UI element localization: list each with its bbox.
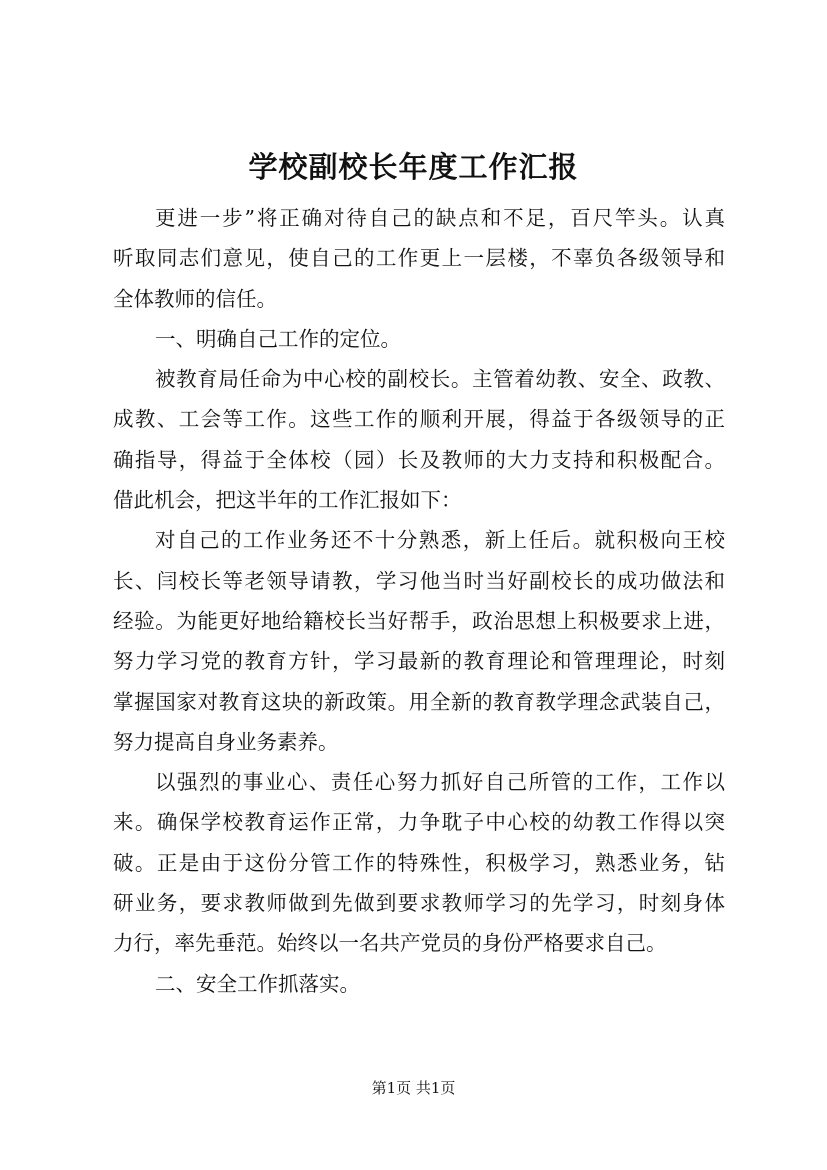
body-line: 掌握国家对教育这块的新政策。用全新的教育教学理念武装自己， xyxy=(113,689,725,714)
document-body xyxy=(113,198,725,1004)
body-line: 经验。为能更好地给籍校长当好帮手，政治思想上积极要求上进， xyxy=(113,608,725,633)
body-line: 力行，率先垂范。始终以一名共产党员的身份严格要求自己。 xyxy=(113,931,667,956)
body-line: 来。确保学校教育运作正常，力争耽子中心校的幼教工作得以突 xyxy=(113,810,725,835)
page-number-footer: 第1页 共1页 xyxy=(371,1079,456,1097)
body-line: 长、闫校长等老领导请教，学习他当时当好副校长的成功做法和 xyxy=(113,568,725,593)
body-line: 全体教师的信任。 xyxy=(113,286,277,311)
body-line: 以强烈的事业心、责任心努力抓好自己所管的工作，工作以 xyxy=(155,770,725,795)
body-line: 更进一步”将正确对待自己的缺点和不足，百尺竿头。认真 xyxy=(155,206,725,230)
body-line: 努力提高自身业务素养。 xyxy=(113,729,339,754)
body-line: 研业务，要求教师做到先做到要求教师学习的先学习，时刻身体 xyxy=(113,891,725,916)
body-line: 被教育局任命为中心校的副校长。主管着幼教、安全、政教、 xyxy=(155,367,725,392)
section-heading: 二、安全工作抓落实。 xyxy=(155,971,360,996)
body-line: 借此机会，把这半年的工作汇报如下： xyxy=(113,488,462,513)
body-line: 成教、工会等工作。这些工作的顺利开展，得益于各级领导的正 xyxy=(113,407,725,432)
body-line: 听取同志们意见，使自己的工作更上一层楼，不辜负各级领导和 xyxy=(113,246,725,271)
body-line: 破。正是由于这份分管工作的特殊性，积极学习，熟悉业务，钻 xyxy=(113,850,725,875)
body-line: 努力学习党的教育方针，学习最新的教育理论和管理理论，时刻 xyxy=(113,649,725,674)
document-title: 学校副校长年度工作汇报 xyxy=(248,150,579,184)
section-heading: 一、明确自己工作的定位。 xyxy=(155,326,401,351)
body-line: 对自己的工作业务还不十分熟悉，新上任后。就积极向王校 xyxy=(155,528,725,553)
body-line: 确指导，得益于全体校（园）长及教师的大力支持和积极配合。 xyxy=(113,447,725,472)
